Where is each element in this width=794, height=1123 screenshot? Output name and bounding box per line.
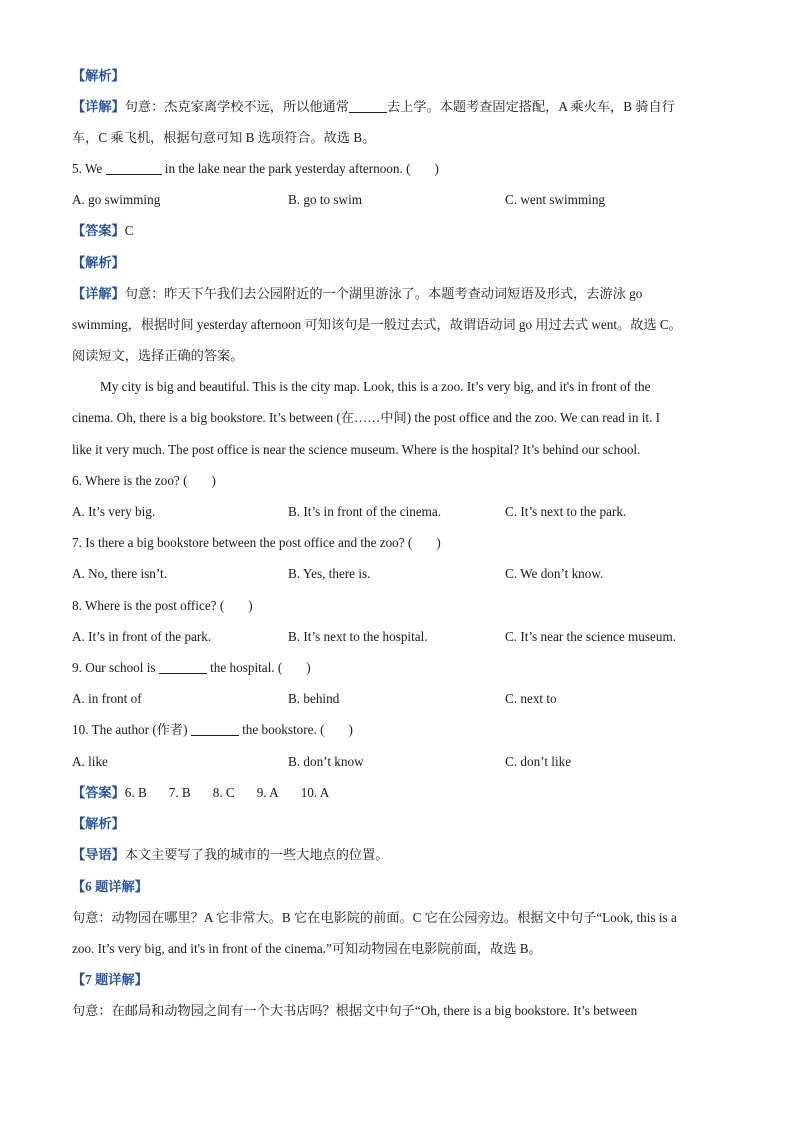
option-c: C. It’s near the science museum. (505, 629, 677, 644)
option-b: B. It’s next to the hospital. (288, 629, 428, 644)
answer-line: 【答案】6. B 7. B 8. C 9. A 10. A (72, 783, 722, 803)
analysis-heading: 【解析】 (72, 255, 125, 270)
explanation-line: 【详解】句意：杰克家离学校不远，所以他通常 去上学。本题考查固定搭配，A 乘火车，B 骑自行 (72, 99, 675, 114)
option-a: A. like (72, 754, 108, 769)
answer-item: 9. A (256, 785, 279, 800)
option-a: A. It’s very big. (72, 504, 156, 519)
question-9: 9. Our school is the hospital. ( ) (72, 660, 311, 675)
option-c: C. We don’t know. (505, 566, 604, 581)
option-a: A. It’s in front of the park. (72, 629, 212, 644)
explanation-line: 句意：动物园在哪里？A 它非常大。B 它在电影院的前面。C 它在公园旁边。根据文中句子“Look, this is a (72, 910, 677, 925)
explanation-line: 车，C 乘飞机，根据句意可知 B 选项符合。故选 B。 (72, 130, 376, 145)
passage-line: My city is big and beautiful. This is the city map. Look, this is a zoo. It’s very big, and it's in front of the (100, 379, 651, 394)
answer-item: 8. C (212, 785, 235, 800)
answer-blank (159, 661, 207, 674)
explanation-line: 【详解】句意：昨天下午我们去公园附近的一个湖里游泳了。本题考查动词短语及形式，去游泳 go (72, 286, 643, 301)
answer-blank (106, 162, 162, 175)
answer-line: 【答案】C (72, 223, 134, 238)
analysis-heading: 【解析】 (72, 816, 125, 831)
explanation-line: 句意：在邮局和动物园之间有一个大书店吗？根据文中句子“Oh, there is a big bookstore. It’s between (72, 1003, 638, 1018)
analysis-heading: 【解析】 (72, 68, 125, 83)
option-b: B. behind (288, 691, 340, 706)
option-b: B. Yes, there is. (288, 566, 371, 581)
passage-line: cinema. Oh, there is a big bookstore. It’s between (在……中间) the post office and the zoo. We can read in it. I (72, 410, 661, 425)
answer-blank (191, 723, 239, 736)
option-c: C. don’t like (505, 754, 572, 769)
option-a: A. No, there isn’t. (72, 566, 167, 581)
option-c: C. next to (505, 691, 557, 706)
section-heading-6: 【6 题详解】 (72, 879, 148, 894)
answer-item: 7. B (168, 785, 191, 800)
question-5: 5. We in the lake near the park yesterday afternoon. ( ) (72, 161, 439, 176)
answer-blank (349, 100, 387, 113)
question-6: 6. Where is the zoo? ( ) (72, 473, 216, 488)
answer-item: 10. A (300, 785, 330, 800)
option-c: C. went swimming (505, 192, 606, 207)
lead-line: 【导语】本文主要写了我的城市的一些大地点的位置。 (72, 847, 389, 862)
option-a: A. go swimming (72, 192, 161, 207)
question-10: 10. The author (作者) the bookstore. ( ) (72, 722, 353, 737)
question-7: 7. Is there a big bookstore between the post office and the zoo? ( ) (72, 535, 441, 550)
option-a: A. in front of (72, 691, 142, 706)
option-b: B. go to swim (288, 192, 363, 207)
passage-line: like it very much. The post office is near the science museum. Where is the hospital? It’s behind our school. (72, 442, 641, 457)
section-heading-7: 【7 题详解】 (72, 972, 148, 987)
option-b: B. It’s in front of the cinema. (288, 504, 442, 519)
explanation-line: zoo. It’s very big, and it's in front of the cinema.”可知动物园在电影院前面，故选 B。 (72, 941, 542, 956)
explanation-line: swimming，根据时间 yesterday afternoon 可知该句是一般过去式，故谓语动词 go 用过去式 went。故选 C。 (72, 317, 682, 332)
reading-instruction: 阅读短文，选择正确的答案。 (72, 348, 244, 363)
option-c: C. It’s next to the park. (505, 504, 627, 519)
question-8: 8. Where is the post office? ( ) (72, 598, 253, 613)
answer-item: 6. B (124, 785, 147, 800)
option-b: B. don’t know (288, 754, 364, 769)
